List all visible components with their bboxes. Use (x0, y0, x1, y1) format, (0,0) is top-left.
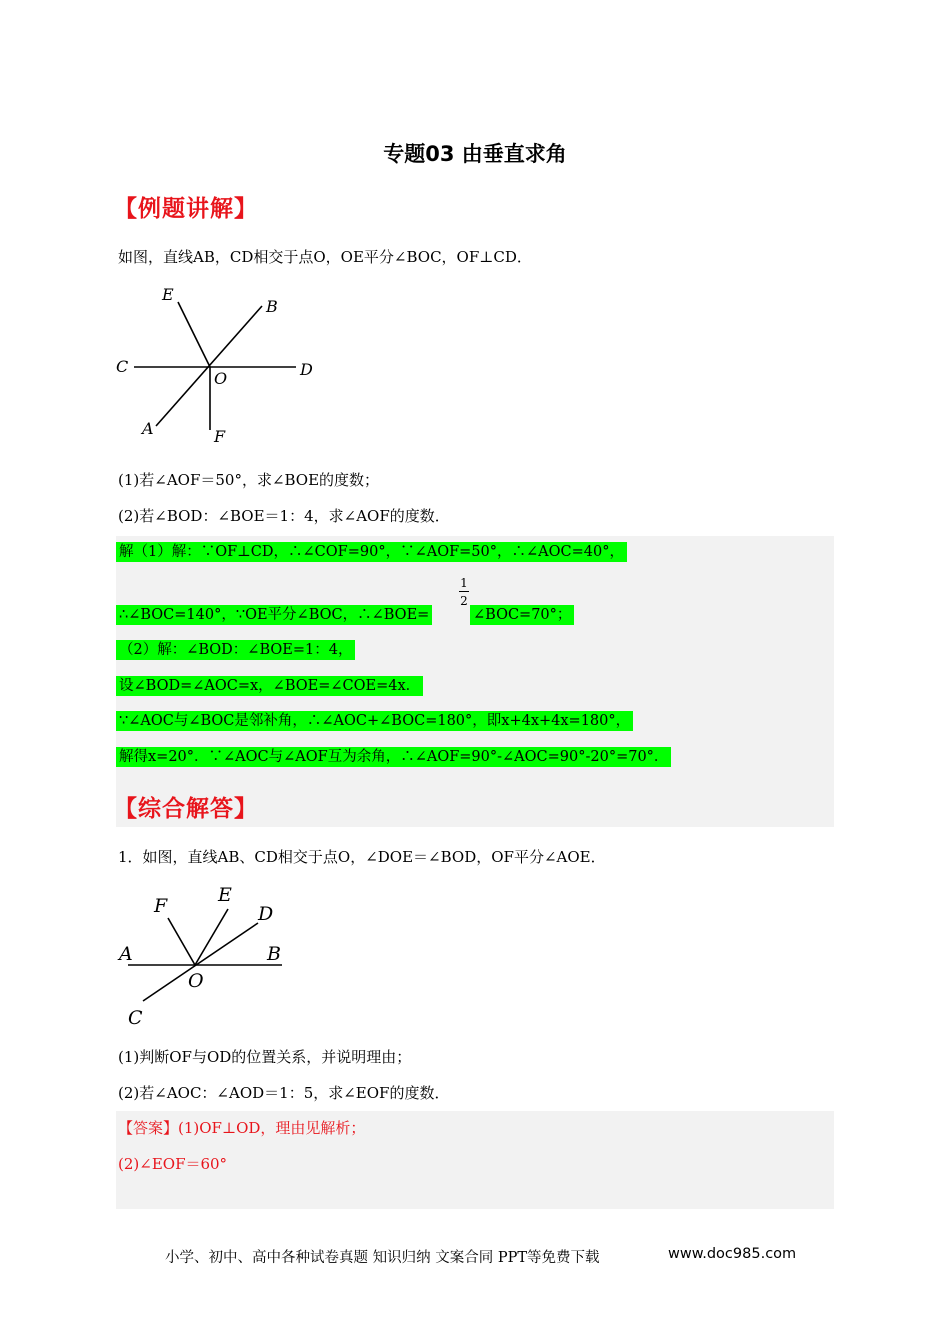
label-c: C (116, 357, 129, 376)
footer-url[interactable]: www.doc985.com (668, 1246, 797, 1262)
solution-text-6: 解得x=20°．∵∠AOC与∠AOF互为余角，∴∠AOF=90°-∠AOC=90°-20°=70°． (116, 747, 671, 767)
label-a: A (142, 419, 154, 438)
label-e: E (218, 884, 232, 906)
solution-line-5 (116, 709, 633, 730)
page-title: 专题03 由垂直求角 (383, 142, 567, 166)
problem1-figure (110, 876, 310, 1036)
fraction-bar (459, 591, 469, 592)
solution-line-1 (116, 540, 627, 561)
ray-oe (178, 302, 210, 367)
solution-line-3 (116, 638, 355, 659)
problem1-question-1: (1)判断OF与OD的位置关系，并说明理由； (118, 1048, 412, 1066)
answer-line-1 (118, 1117, 365, 1138)
label-f: F (154, 895, 168, 917)
example-question-2: (2)若∠BOD：∠BOE＝1：4，求∠AOF的度数． (118, 507, 450, 525)
label-d: D (300, 360, 313, 379)
fraction-numerator: 1 (460, 576, 468, 590)
label-f: F (214, 427, 226, 446)
problem1-intro: 1．如图，直线AB、CD相交于点O，∠DOE＝∠BOD，OF平分∠AOE． (118, 848, 606, 866)
solution-line-2b (470, 603, 574, 624)
solution-line-4 (116, 674, 423, 695)
solution-text-5: ∵∠AOC与∠BOC是邻补角，∴∠AOC+∠BOC=180°，即x+4x+4x=180°， (116, 711, 633, 731)
solution-text-4: 设∠BOD=∠AOC=x，∠BOE=∠COE=4x． (116, 676, 423, 696)
label-o: O (214, 369, 228, 388)
answer-label: 【答案】 (118, 1119, 179, 1137)
fraction-denominator: 2 (460, 594, 468, 608)
footer-text: 小学、初中、高中各种试卷真题 知识归纳 文案合同 PPT等免费下载 (165, 1250, 600, 1266)
example-intro: 如图，直线AB，CD相交于点O，OE平分∠BOC，OF⊥CD． (118, 248, 532, 266)
label-o: O (188, 970, 204, 992)
solution-text-2b: ∠BOC=70°； (470, 605, 574, 625)
problem1-question-2: (2)若∠AOC：∠AOD＝1：5，求∠EOF的度数． (118, 1084, 450, 1102)
label-b: B (267, 943, 281, 965)
comprehensive-section-heading: 【综合解答】 (114, 795, 258, 822)
ray-of (168, 918, 195, 965)
solution-line-6 (116, 745, 671, 766)
solution-text-2a: ∴∠BOC=140°，∵OE平分∠BOC，∴∠BOE= (116, 605, 432, 625)
label-d: D (258, 903, 274, 925)
solution-line-2 (116, 603, 432, 624)
label-b: B (266, 297, 278, 316)
solution-text-1: 解（1）解：∵OF⊥CD，∴∠COF=90°，∵∠AOF=50°，∴∠AOC=40°， (116, 542, 627, 562)
answer-1: (1)OF⊥OD，理由见解析； (178, 1119, 366, 1137)
example-section-heading: 【例题讲解】 (114, 195, 258, 222)
example-question-1: (1)若∠AOF＝50°，求∠BOE的度数； (118, 471, 380, 489)
ray-oe (195, 909, 228, 965)
label-e: E (162, 285, 174, 304)
solution-text-3: （2）解：∠BOD：∠BOE=1：4， (116, 640, 355, 660)
label-c: C (128, 1007, 143, 1029)
answer-2: (2)∠EOF＝60° (118, 1155, 228, 1173)
example-figure (110, 282, 340, 452)
label-a: A (119, 943, 133, 965)
